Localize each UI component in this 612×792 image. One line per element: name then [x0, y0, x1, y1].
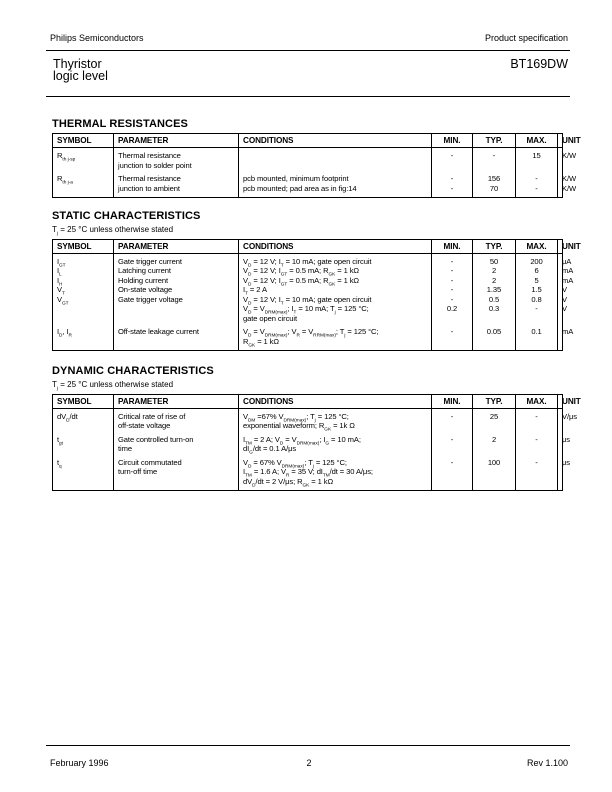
cell: $V_{DM} =67\%$ $V_{DRM(max)}$; $T_j = 125$ °C; [239, 408, 432, 421]
cell [239, 148, 432, 161]
thermal-resistances-table [52, 133, 581, 198]
cell [473, 421, 516, 431]
column-header: SYMBOL [53, 394, 114, 408]
table-row [53, 148, 563, 161]
column-header: TYP. [473, 394, 516, 408]
cell: - [432, 327, 473, 337]
table-row [53, 304, 563, 314]
cell: 0.3 [473, 304, 516, 314]
cell [516, 421, 558, 431]
cell: $V_D = V_{DRM(max)}$; $I_T = 10$ mA; $T_j = 125$ °C; [239, 304, 432, 314]
table-row [53, 435, 563, 445]
table-row [53, 314, 563, 324]
cell: $R_{th j-sp}$ [53, 148, 114, 161]
section-heading: STATIC CHARACTERISTICS [52, 210, 201, 222]
table-row [53, 327, 563, 337]
cell: 25 [473, 408, 516, 421]
cell: On-state voltage [114, 285, 239, 295]
cell: - [432, 458, 473, 468]
cell: $V_T$ [53, 285, 114, 295]
static-characteristics-section [52, 210, 581, 351]
table-row [53, 467, 563, 477]
cell [53, 304, 114, 314]
cell [558, 421, 563, 431]
cell: - [432, 174, 473, 184]
section-heading: THERMAL RESISTANCES [52, 118, 188, 130]
cell: - [432, 435, 473, 445]
cell: - [432, 184, 473, 198]
column-header: UNIT [558, 134, 563, 148]
column-header: MIN. [432, 239, 473, 253]
cell [558, 161, 563, 171]
cell: $V_D = 12$ V; $I_T = 10$ mA; gate open circuit [239, 295, 432, 305]
cell: - [432, 285, 473, 295]
page-footer [46, 745, 570, 768]
table-row [53, 295, 563, 305]
title-line-2: logic level [53, 69, 108, 83]
cell: μs [558, 458, 563, 468]
cell [432, 444, 473, 454]
page-number: 2 [306, 758, 312, 768]
cell: Off-state leakage current [114, 327, 239, 337]
cell: 0.5 [473, 295, 516, 305]
column-header: MIN. [432, 394, 473, 408]
cell [114, 337, 239, 351]
table-row [53, 184, 563, 198]
thermal-resistances-section [52, 118, 581, 198]
table-row [53, 174, 563, 184]
cell: mA [558, 327, 563, 337]
cell: V [558, 295, 563, 305]
cell [473, 467, 516, 477]
cell: 50 [473, 253, 516, 266]
cell: junction to ambient [114, 184, 239, 198]
cell: - [432, 408, 473, 421]
cell: Thermal resistance [114, 148, 239, 161]
thermal-resistances-table-host [52, 133, 581, 198]
title-bar [46, 51, 570, 97]
part-number: BT169DW [510, 57, 568, 71]
static-characteristics-table [52, 239, 581, 352]
dynamic-characteristics-section [52, 365, 581, 491]
cell [432, 314, 473, 324]
table-row [53, 477, 563, 491]
cell: $I_L$ [53, 266, 114, 276]
cell: - [516, 304, 558, 314]
footer-revision: Rev 1.100 [526, 758, 569, 768]
cell [432, 477, 473, 491]
cell: μA [558, 253, 563, 266]
table-row [53, 421, 563, 431]
cell: Gate controlled turn-on [114, 435, 239, 445]
column-header: UNIT [558, 239, 563, 253]
cell [558, 467, 563, 477]
cell: 6 [516, 266, 558, 276]
cell [53, 444, 114, 454]
column-header: CONDITIONS [239, 239, 432, 253]
cell [516, 314, 558, 324]
cell: $V_D = 67\%$ $V_{DRM(max)}$; $T_j = 125$ °C; [239, 458, 432, 468]
cell: $t_q$ [53, 458, 114, 468]
cell [114, 304, 239, 314]
cell [473, 444, 516, 454]
table-row [53, 444, 563, 454]
cell: $I_{GT}$ [53, 253, 114, 266]
column-header: PARAMETER [114, 134, 239, 148]
section-note: $T_j = 25$ °C unless otherwise stated [52, 225, 174, 237]
header-row [53, 134, 563, 148]
cell [53, 467, 114, 477]
cell: V [558, 285, 563, 295]
cell [473, 477, 516, 491]
cell: 100 [473, 458, 516, 468]
column-header: SYMBOL [53, 134, 114, 148]
cell: mA [558, 276, 563, 286]
cell [432, 161, 473, 171]
table-row [53, 337, 563, 351]
header-row [53, 394, 563, 408]
cell: Gate trigger current [114, 253, 239, 266]
cell: $V_{GT}$ [53, 295, 114, 305]
masthead [46, 33, 570, 51]
dynamic-characteristics-table-host [52, 394, 581, 492]
column-header: UNIT [558, 394, 563, 408]
cell: 1.5 [516, 285, 558, 295]
cell [558, 477, 563, 491]
cell [432, 421, 473, 431]
cell: 156 [473, 174, 516, 184]
cell: junction to solder point [114, 161, 239, 171]
cell: 2 [473, 266, 516, 276]
cell: 1.35 [473, 285, 516, 295]
cell: Critical rate of rise of [114, 408, 239, 421]
cell: gate open circuit [239, 314, 432, 324]
cell: $V_D = 12$ V; $I_{GT} = 0.5$ mA; $R_{GK} = 1$ kΩ [239, 276, 432, 286]
cell: Latching current [114, 266, 239, 276]
cell: - [516, 458, 558, 468]
document-title [53, 58, 108, 82]
column-header: MIN. [432, 134, 473, 148]
column-header: TYP. [473, 239, 516, 253]
cell: - [516, 435, 558, 445]
cell: 0.1 [516, 327, 558, 337]
cell: 0.05 [473, 327, 516, 337]
cell: 0.8 [516, 295, 558, 305]
cell: off-state voltage [114, 421, 239, 431]
cell: - [432, 276, 473, 286]
table-row [53, 253, 563, 266]
cell: $I_{TM} = 1.6$ A; $V_R = 35$ V; $dI_{TM}/dt = 30$ A/μs; [239, 467, 432, 477]
cell: $I_H$ [53, 276, 114, 286]
cell: $I_D$, $I_R$ [53, 327, 114, 337]
cell [516, 161, 558, 171]
cell [114, 477, 239, 491]
cell: $V_D = 12$ V; $I_T = 10$ mA; gate open circuit [239, 253, 432, 266]
cell: mA [558, 266, 563, 276]
column-header: MAX. [516, 134, 558, 148]
cell: $V_D = V_{DRM(max)}$; $V_R = V_{RRM(max)}$; $T_j = 125$ °C; [239, 327, 432, 337]
cell: 200 [516, 253, 558, 266]
section-heading: DYNAMIC CHARACTERISTICS [52, 365, 214, 378]
footer-date: February 1996 [50, 758, 109, 768]
column-header: MAX. [516, 239, 558, 253]
column-header: TYP. [473, 134, 516, 148]
cell: - [432, 148, 473, 161]
cell [558, 314, 563, 324]
column-header: PARAMETER [114, 239, 239, 253]
table-row [53, 458, 563, 468]
cell: K/W [558, 174, 563, 184]
cell: $dI_G/dt = 0.1$ A/μs [239, 444, 432, 454]
column-header: PARAMETER [114, 394, 239, 408]
cell: $I_{TM} = 2$ A; $V_D = V_{DRM(max)}$; $I_G = 10$ mA; [239, 435, 432, 445]
column-header: MAX. [516, 394, 558, 408]
cell: - [432, 266, 473, 276]
header-row [53, 239, 563, 253]
cell [473, 161, 516, 171]
cell [53, 314, 114, 324]
table-row [53, 266, 563, 276]
cell: Gate trigger voltage [114, 295, 239, 305]
cell: $R_{th j-a}$ [53, 174, 114, 184]
cell: 0.2 [432, 304, 473, 314]
section-note: $T_j = 25$ °C unless otherwise stated [52, 380, 174, 392]
cell: V/μs [558, 408, 563, 421]
spec-type: Product specification [484, 33, 568, 43]
cell: - [432, 253, 473, 266]
cell [53, 421, 114, 431]
cell [473, 314, 516, 324]
cell: Circuit commutated [114, 458, 239, 468]
cell: Holding current [114, 276, 239, 286]
cell [432, 467, 473, 477]
cell [516, 337, 558, 351]
cell [516, 477, 558, 491]
cell: $dV_D/dt$ [53, 408, 114, 421]
cell: turn-off time [114, 467, 239, 477]
cell: 70 [473, 184, 516, 198]
cell: Thermal resistance [114, 174, 239, 184]
table-row [53, 276, 563, 286]
cell: 5 [516, 276, 558, 286]
cell: - [432, 295, 473, 305]
dynamic-characteristics-table [52, 394, 581, 492]
cell [516, 467, 558, 477]
cell [239, 161, 432, 171]
cell: - [516, 184, 558, 198]
column-header: CONDITIONS [239, 134, 432, 148]
cell [516, 444, 558, 454]
cell [53, 477, 114, 491]
cell [473, 337, 516, 351]
cell: $t_{gt}$ [53, 435, 114, 445]
static-characteristics-table-host [52, 239, 581, 352]
column-header: SYMBOL [53, 239, 114, 253]
table-row [53, 408, 563, 421]
cell: $I_T = 2$ A [239, 285, 432, 295]
cell [53, 161, 114, 171]
cell [114, 314, 239, 324]
cell: - [516, 174, 558, 184]
cell: $R_{GK} = 1$ kΩ [239, 337, 432, 351]
cell [558, 337, 563, 351]
cell: $V_D = 12$ V; $I_{GT} = 0.5$ mA; $R_{GK} = 1$ kΩ [239, 266, 432, 276]
cell: 15 [516, 148, 558, 161]
cell [558, 444, 563, 454]
table-row [53, 161, 563, 171]
cell: pcb mounted, minimum footprint [239, 174, 432, 184]
cell: K/W [558, 148, 563, 161]
cell: - [473, 148, 516, 161]
cell: - [516, 408, 558, 421]
cell: pcb mounted; pad area as in fig:14 [239, 184, 432, 198]
cell: 2 [473, 276, 516, 286]
cell [432, 337, 473, 351]
vendor-name: Philips Semiconductors [50, 33, 144, 43]
cell: K/W [558, 184, 563, 198]
cell: V [558, 304, 563, 314]
cell [53, 337, 114, 351]
cell [53, 184, 114, 198]
cell: 2 [473, 435, 516, 445]
column-header: CONDITIONS [239, 394, 432, 408]
table-row [53, 285, 563, 295]
cell: μs [558, 435, 563, 445]
cell: $dV_D/dt = 2$ V/μs; $R_{GK} = 1$ kΩ [239, 477, 432, 491]
cell: exponential waveform; $R_{GK} = 1k$ Ω [239, 421, 432, 431]
title-line-1: Thyristor [53, 57, 102, 71]
cell: time [114, 444, 239, 454]
